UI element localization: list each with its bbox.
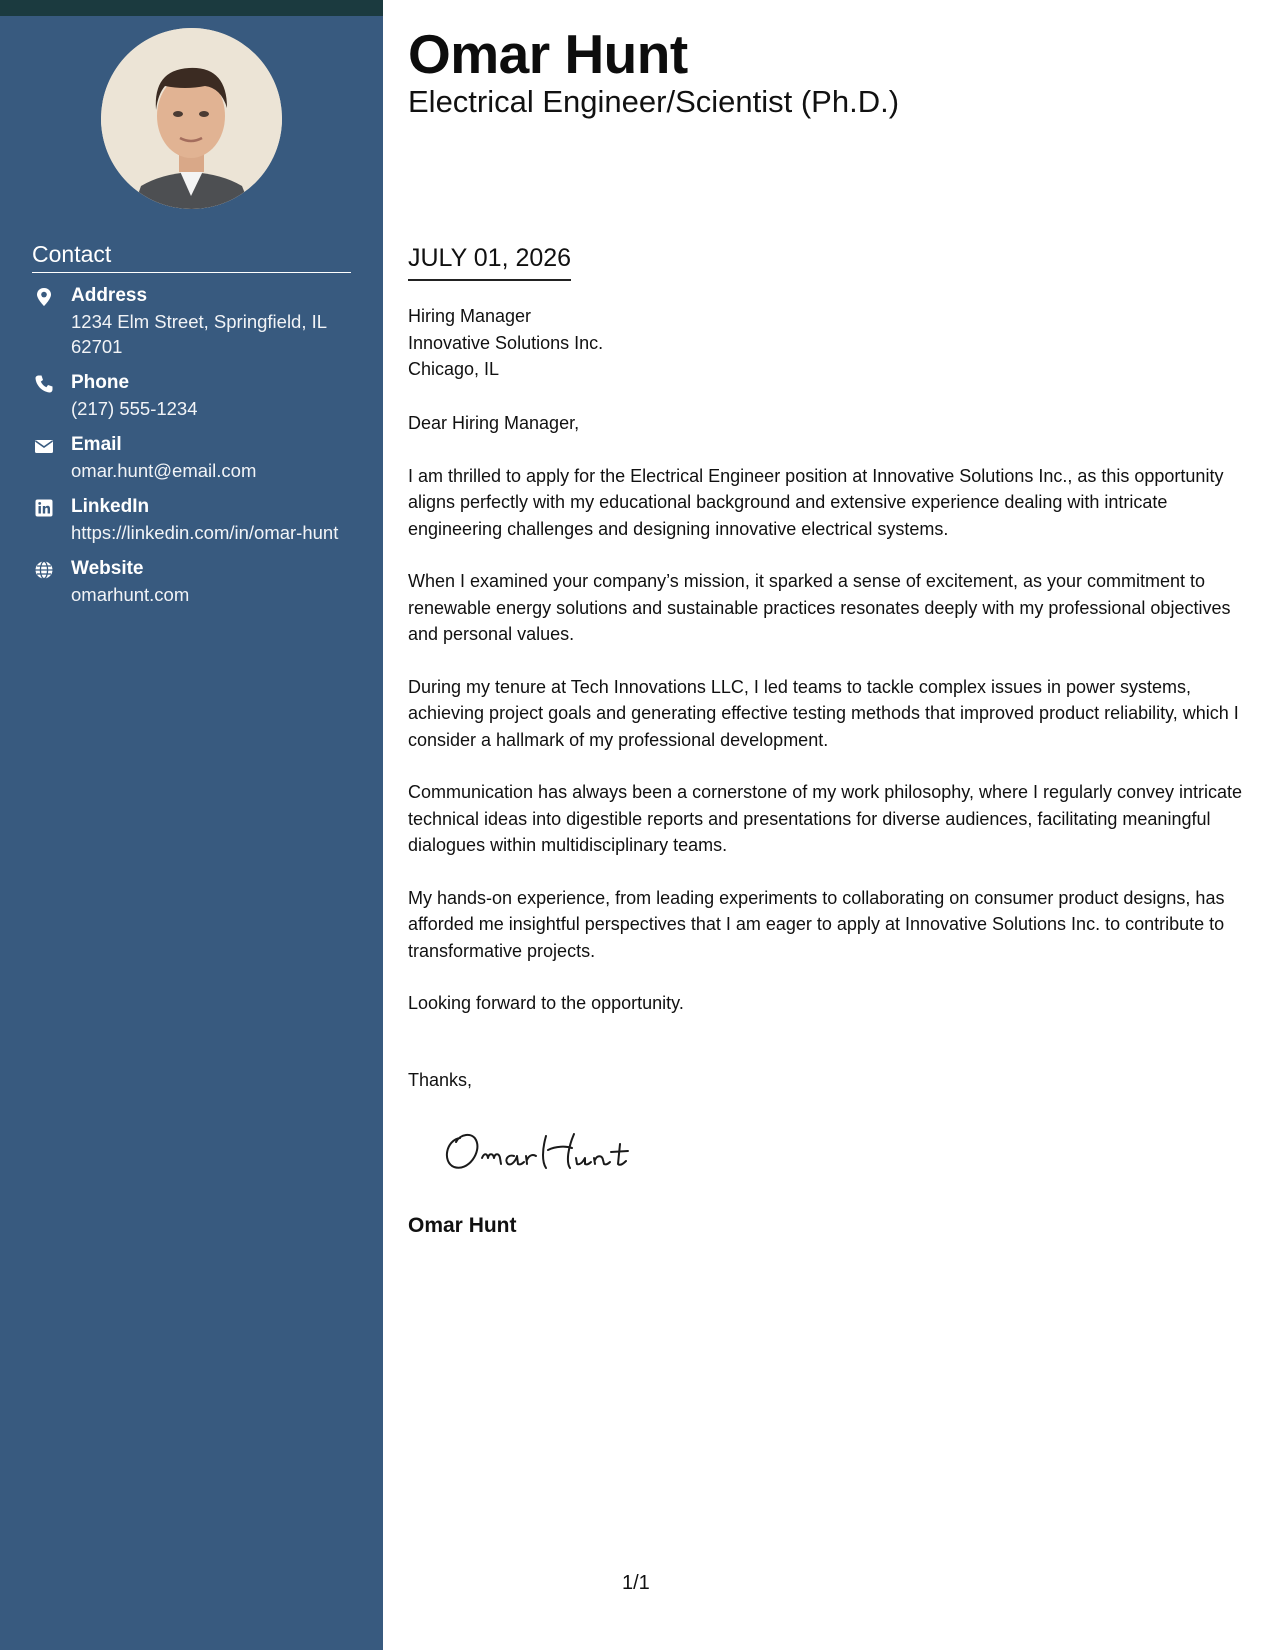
linkedin-icon xyxy=(34,498,54,518)
contact-value-address: 1234 Elm Street, Springfield, IL 62701 xyxy=(71,311,327,357)
letter-paragraph: Communication has always been a cornerstone of my work philosophy, where I regularly convey intricate technical ideas into digestible reports and presentations for diverse audiences, facilitating meaningful dialogues within multidisciplinary teams. xyxy=(408,782,1243,855)
profile-photo xyxy=(101,28,282,209)
envelope-icon xyxy=(34,436,54,456)
letter-paragraph: When I examined your company’s mission, it sparked a sense of excitement, as your commitment to renewable energy solutions and sustainable practices resonates deeply with my professional objectives and personal values. xyxy=(408,571,1231,644)
contact-heading: Contact xyxy=(32,241,351,273)
contact-website xyxy=(32,556,352,607)
contact-linkedin xyxy=(32,494,352,545)
recipient-block xyxy=(408,303,603,383)
map-pin-icon xyxy=(34,287,54,307)
letter-date: JULY 01, 2026 xyxy=(408,244,571,281)
letter-paragraph: During my tenure at Tech Innovations LLC, I led teams to tackle complex issues in power systems, achieving project goals and generating effective testing methods that improved product reliability, which I consider a hallmark of my professional development. xyxy=(408,676,1239,750)
contact-phone xyxy=(32,370,352,421)
contact-label-phone: Phone xyxy=(71,372,130,393)
closing: Thanks, xyxy=(408,1070,473,1090)
recipient-line: Innovative Solutions Inc. xyxy=(408,332,604,353)
sidebar xyxy=(0,0,383,1650)
letter-paragraph: I am thrilled to apply for the Electrical Engineer position at Innovative Solutions Inc., as this opportunity aligns perfectly with my educational background and extensive experience dealing with intricate engineering challenges and designing innovative electrical systems. xyxy=(408,465,1224,539)
contact-label-website: Website xyxy=(71,558,144,579)
contact-value-linkedin[interactable]: https://linkedin.com/in/omar-hunt xyxy=(71,522,339,543)
recipient-line: Hiring Manager xyxy=(408,306,532,326)
contact-value-phone: (217) 555-1234 xyxy=(71,398,198,419)
contact-list xyxy=(32,283,352,618)
globe-icon xyxy=(34,560,54,580)
contact-value-website[interactable]: omarhunt.com xyxy=(71,584,190,605)
phone-icon xyxy=(34,374,54,394)
sidebar-top-bar xyxy=(0,0,383,16)
contact-label-address: Address xyxy=(71,285,148,306)
applicant-name: Omar Hunt xyxy=(408,23,688,85)
contact-email xyxy=(32,432,352,483)
contact-value-email[interactable]: omar.hunt@email.com xyxy=(71,460,257,481)
signature-name: Omar Hunt xyxy=(408,1214,517,1237)
contact-address xyxy=(32,283,352,359)
salutation: Dear Hiring Manager, xyxy=(408,413,580,433)
applicant-title: Electrical Engineer/Scientist (Ph.D.) xyxy=(408,84,900,119)
letter-paragraph: My hands-on experience, from leading experiments to collaborating on consumer product designs, has afforded me insightful perspectives that I am eager to apply at Innovative Solutions Inc. to contribute to transformative projects. xyxy=(408,887,1225,961)
page-number: 1/1 xyxy=(622,1572,650,1594)
contact-label-linkedin: LinkedIn xyxy=(71,496,150,517)
letter-paragraph: Looking forward to the opportunity. xyxy=(408,993,684,1013)
signature-image xyxy=(438,1120,658,1180)
letter-body xyxy=(408,410,1248,1043)
contact-label-email: Email xyxy=(71,434,122,455)
recipient-line: Chicago, IL xyxy=(408,359,500,379)
